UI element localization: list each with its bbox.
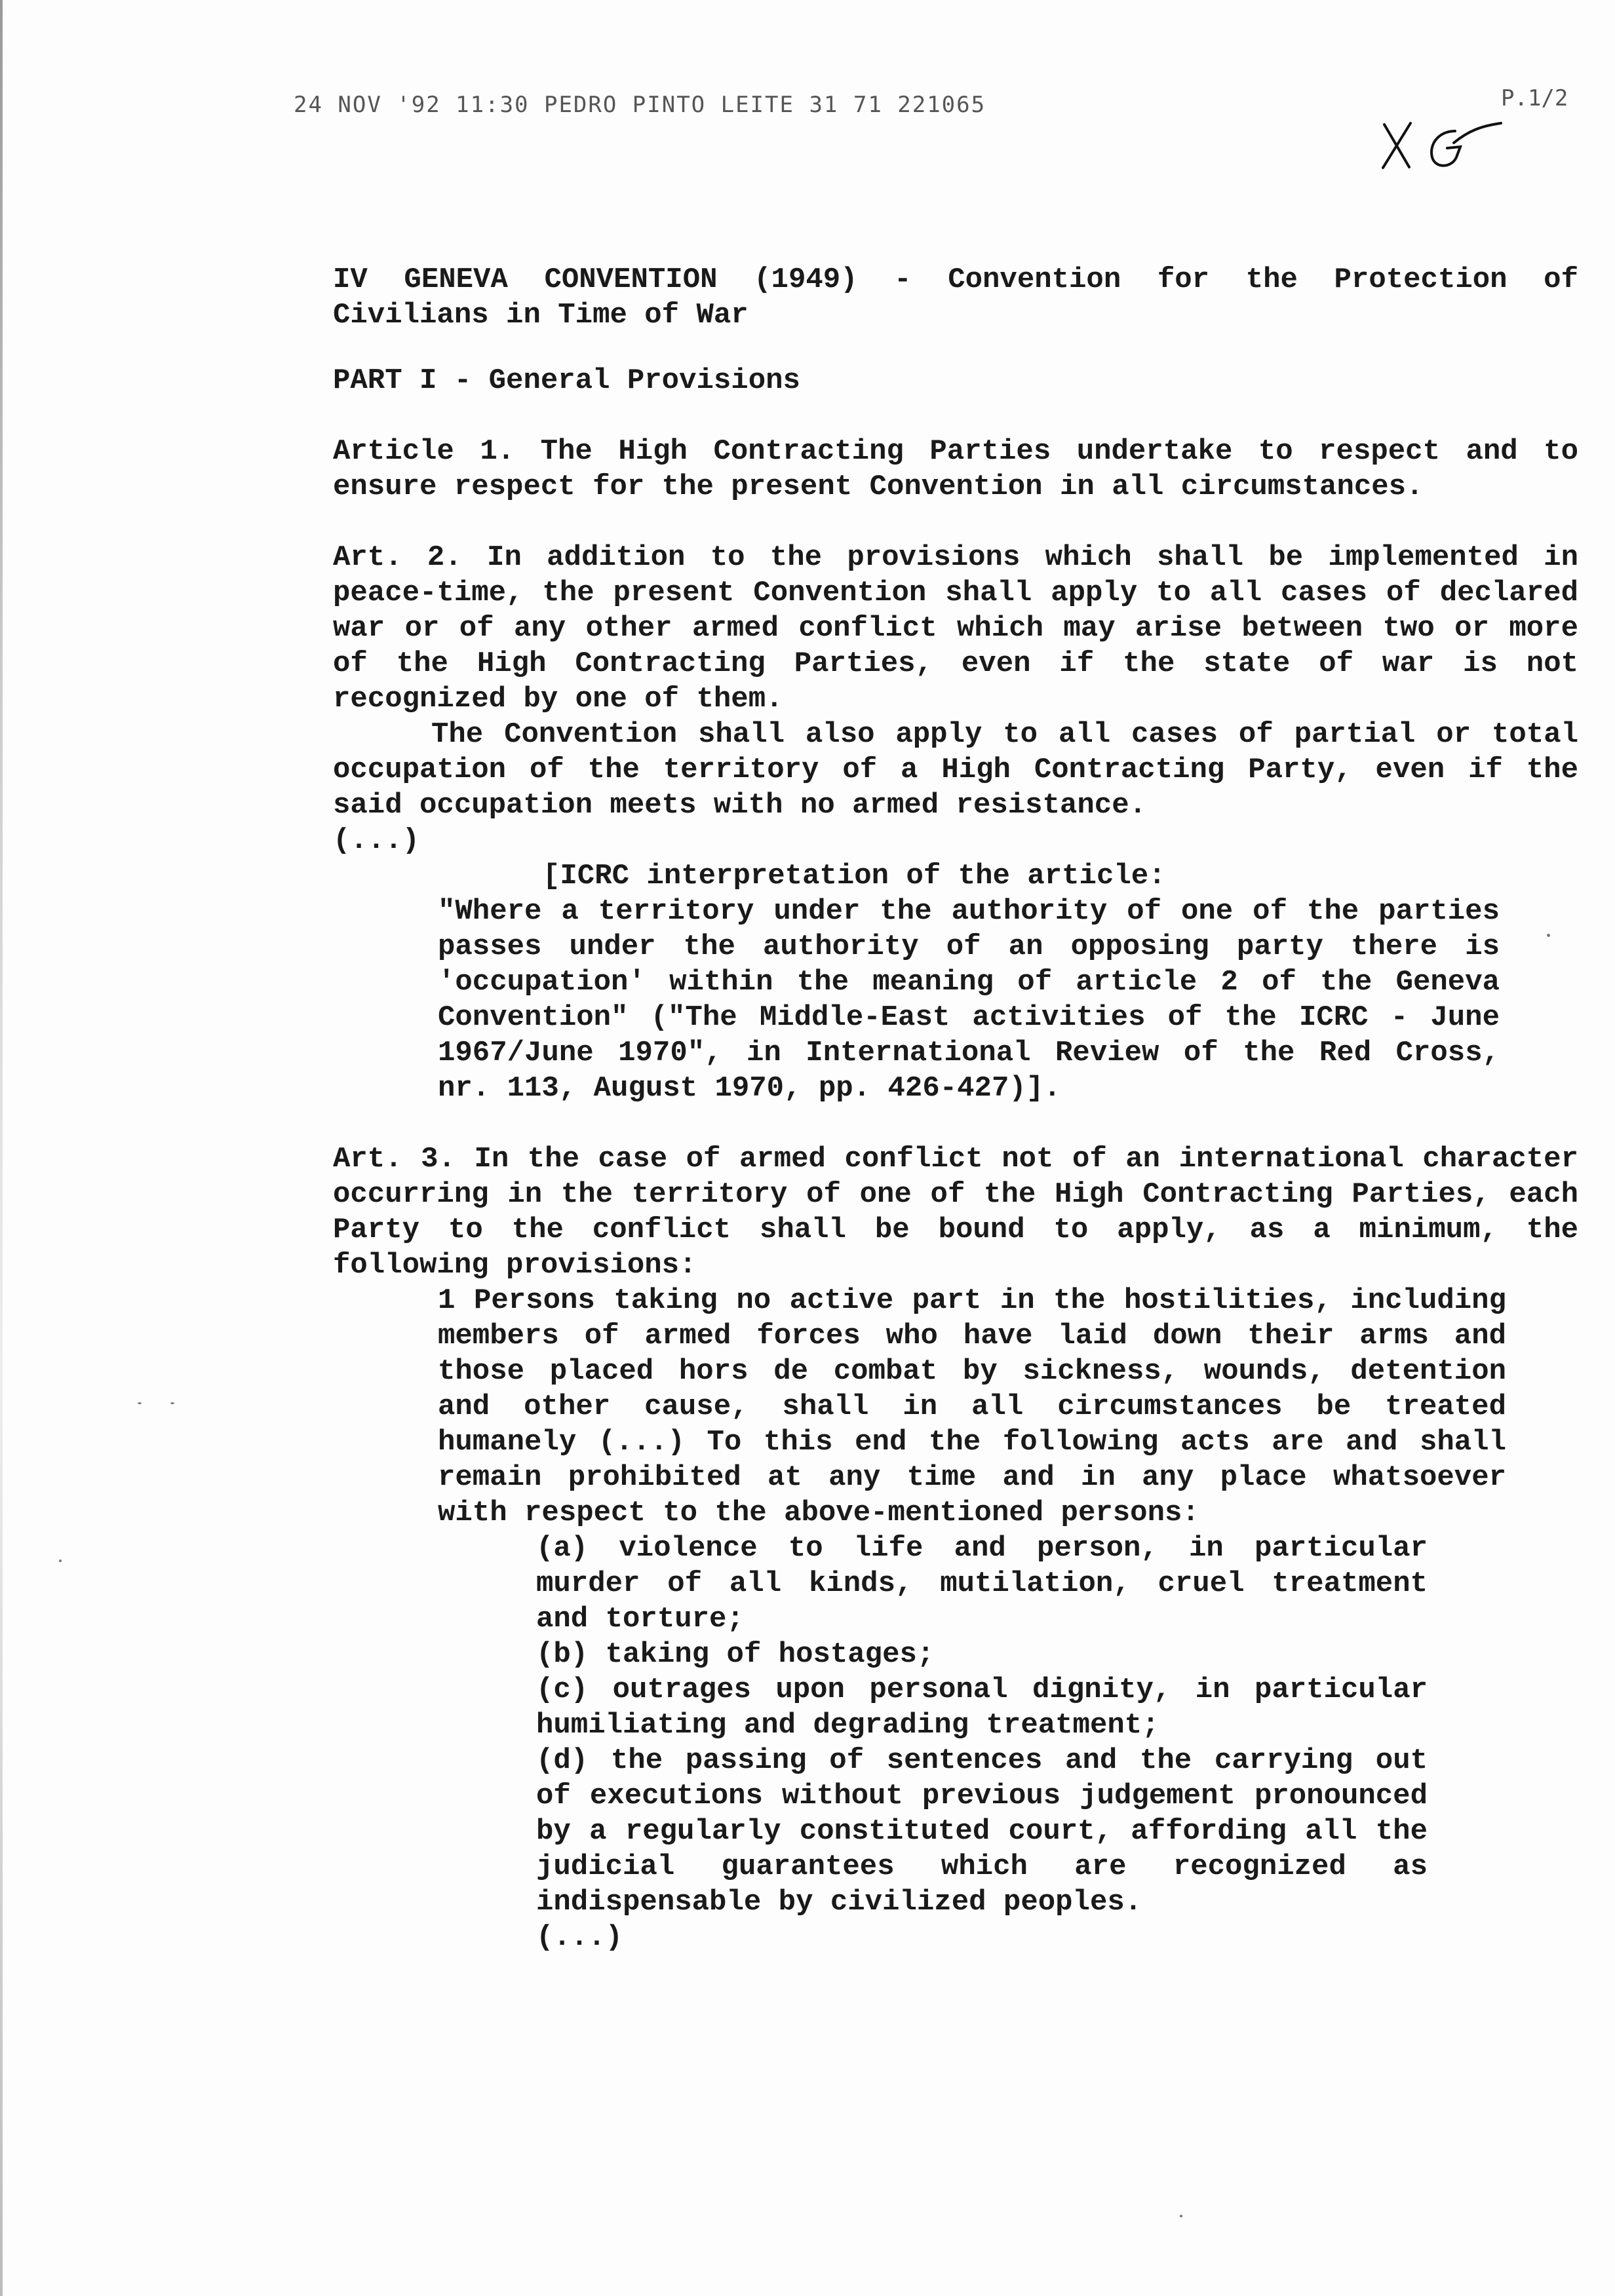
article-2-ellipsis: (...)	[333, 824, 420, 857]
list-item: (b) taking of hostages;	[536, 1638, 935, 1671]
fax-transmission-header: 24 NOV '92 11:30 PEDRO PINTO LEITE 31 71 221065	[294, 92, 986, 118]
icrc-heading: [ICRC interpretation of the article:	[543, 860, 1166, 892]
article-2-paragraph-2: The Convention shall also apply to all cases of partial or total occupation of the territory of a High Contracting Party, even if the said occupation meets with no armed resistance.	[333, 718, 1578, 822]
article-2-paragraph-1: Art. 2. In addition to the provisions which shall be implemented in peace-time, the present Convention shall apply to all cases of declared war or of any other armed conflict which may arise between two or more of the High Contracting Parties, even if the state of war is not recognized by one of them.	[333, 541, 1578, 716]
part-heading: PART I - General Provisions	[333, 364, 800, 397]
article-3-ellipsis: (...)	[536, 1921, 623, 1954]
icrc-quote: "Where a territory under the authority of one of the parties passes under the authority of an opposing party there is 'occupation' within the meaning of article 2 of the Geneva Convention" ("The Middle-East activities of the ICRC - June 1967/June 1970", in International Review of the Red Cross, nr. 113, August 1970, pp. 426-427)].	[438, 895, 1500, 1105]
page-number: P.1/2	[1501, 85, 1568, 111]
document-title: IV GENEVA CONVENTION (1949) - Convention for the Protection of Civilians in Time of War	[333, 263, 1578, 332]
article-1: Article 1. The High Contracting Parties undertake to respect and to ensure respect for the present Convention in all circumstances.	[333, 435, 1578, 503]
article-3-prohibited-acts	[536, 1531, 1428, 1955]
list-item: (a) violence to life and person, in particular murder of all kinds, mutilation, cruel treatment and torture;	[536, 1532, 1428, 1636]
icrc-interpretation	[438, 858, 1500, 1106]
document-body	[333, 262, 1578, 1955]
article-3-provision-1: 1 Persons taking no active part in the hostilities, including members of armed forces who have laid down their arms and those placed hors de combat by sickness, wounds, detention and other cause, shall in all circumstances be treated humanely (...) To this end the following acts are and shall remain prohibited at any time and in any place whatsoever with respect to the above-mentioned persons:	[438, 1284, 1506, 1529]
list-item: (d) the passing of sentences and the carrying out of executions without previous judgement pronounced by a regularly constituted court, affording all the judicial guarantees which are recognized as indispensable by civilized peoples.	[536, 1744, 1428, 1919]
scan-edge	[0, 0, 3, 2296]
article-3-intro: Art. 3. In the case of armed conflict not of an international character occurring in the territory of one of the High Contracting Parties, each Party to the conflict shall be bound to apply, as a minimum, the following provisions:	[333, 1143, 1578, 1282]
list-item: (c) outrages upon personal dignity, in particular humiliating and degrading treatment;	[536, 1674, 1428, 1742]
handwritten-initials-mark	[1376, 105, 1508, 177]
